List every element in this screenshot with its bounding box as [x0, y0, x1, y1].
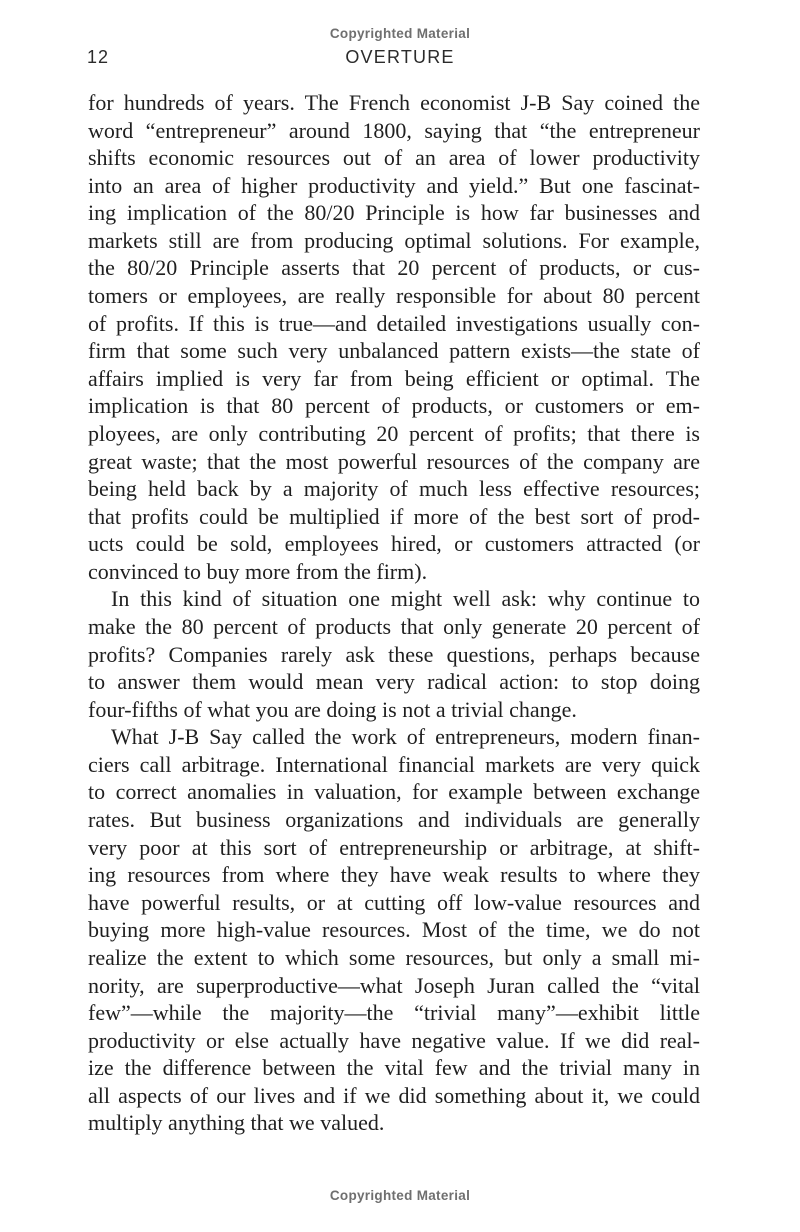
text-line: What J-B Say called the work of entrepreneurs, modern finan- [111, 724, 700, 750]
page-number: 12 [87, 47, 110, 67]
text-line: into an area of higher productivity and yield.” But one fascinat- [88, 172, 700, 198]
paragraph [88, 585, 700, 723]
text-line: ployees, are only contributing 20 percent of profits; that there is [88, 420, 700, 446]
paragraph [88, 89, 700, 585]
text-line: ize the difference between the vital few and the trivial many in [88, 1055, 700, 1081]
body-text [88, 89, 700, 1137]
text-line: firm that some such very unbalanced pattern exists—the state of [88, 338, 700, 364]
text-line: productivity or else actually have negative value. If we did real- [88, 1027, 700, 1053]
text-line: markets still are from producing optimal solutions. For example, [88, 227, 700, 253]
text-line: all aspects of our lives and if we did something about it, we could [88, 1082, 700, 1108]
text-line: ucts could be sold, employees hired, or customers attracted (or [88, 531, 700, 557]
text-line: to answer them would mean very radical action: to stop doing [88, 669, 700, 695]
text-line: the 80/20 Principle asserts that 20 percent of products, or cus- [88, 255, 700, 281]
running-header-title: OVERTURE [345, 47, 455, 67]
text-line: very poor at this sort of entrepreneurship or arbitrage, at shift- [88, 834, 700, 860]
text-line: ing implication of the 80/20 Principle is how far businesses and [88, 200, 700, 226]
text-line: multiply anything that we valued. [88, 1110, 385, 1136]
text-line: realize the extent to which some resources, but only a small mi- [88, 944, 700, 970]
text-line: ciers call arbitrage. International financial markets are very quick [88, 751, 700, 777]
paragraph [88, 723, 700, 1137]
text-line: buying more high-value resources. Most of the time, we do not [88, 917, 700, 943]
text-line: being held back by a majority of much less effective resources; [88, 476, 700, 502]
text-line: four-fifths of what you are doing is not a trivial change. [88, 696, 577, 722]
text-line: word “entrepreneur” around 1800, saying that “the entrepreneur [88, 117, 700, 143]
text-line: have powerful results, or at cutting off low-value resources and [88, 889, 700, 915]
text-line: rates. But business organizations and individuals are generally [88, 807, 700, 833]
text-line: make the 80 percent of products that only generate 20 percent of [88, 613, 700, 639]
text-line: tomers or employees, are really responsible for about 80 percent [88, 283, 700, 309]
text-line: to correct anomalies in valuation, for example between exchange [88, 779, 700, 805]
text-line: nority, are superproductive—what Joseph Juran called the “vital [88, 972, 700, 998]
text-line: convinced to buy more from the firm). [88, 558, 428, 584]
top-copyright-notice: Copyrighted Material [329, 26, 471, 41]
bottom-copyright-notice: Copyrighted Material [329, 1188, 471, 1203]
text-line: of profits. If this is true—and detailed investigations usually con- [88, 310, 700, 336]
text-line: ing resources from where they have weak results to where they [88, 862, 700, 888]
text-line: profits? Companies rarely ask these questions, perhaps because [88, 641, 700, 667]
text-line: In this kind of situation one might well ask: why continue to [111, 586, 700, 612]
text-line: affairs implied is very far from being efficient or optimal. The [88, 365, 700, 391]
text-line: shifts economic resources out of an area of lower productivity [88, 145, 700, 171]
text-line: few”—while the majority—the “trivial many”—exhibit little [88, 1000, 700, 1026]
text-line: implication is that 80 percent of products, or customers or em- [88, 393, 700, 419]
text-line: that profits could be multiplied if more of the best sort of prod- [88, 503, 700, 529]
text-line: great waste; that the most powerful resources of the company are [88, 448, 700, 474]
text-line: for hundreds of years. The French economist J-B Say coined the [88, 90, 700, 115]
running-head [0, 47, 800, 69]
